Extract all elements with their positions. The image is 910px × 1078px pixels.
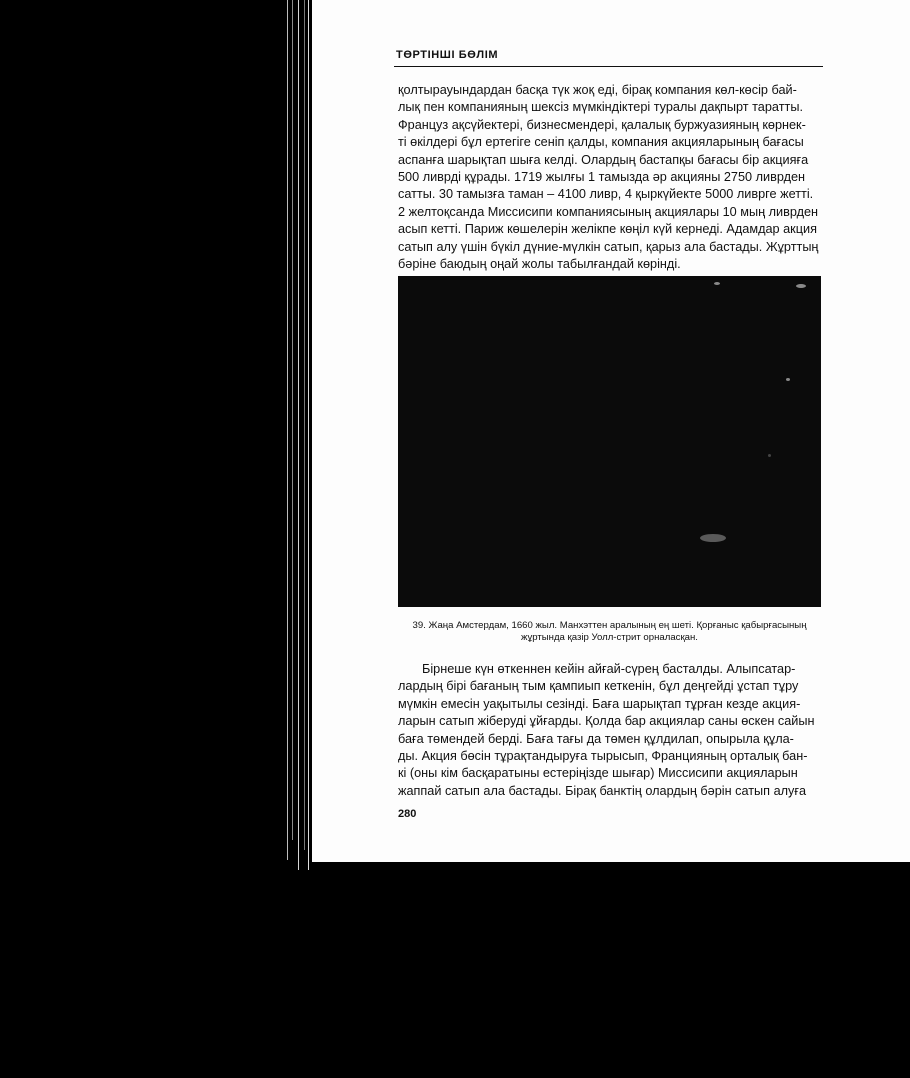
- photo-speck: [714, 282, 720, 285]
- text-line: бәріне баюдың оңай жолы табылғандай көрінді.: [398, 257, 681, 272]
- text-line: асып кетті. Париж көшелерін желікпе көңіл күй кернеді. Адамдар акция: [398, 222, 817, 237]
- text-line: 500 ливрді құрады. 1719 жылғы 1 тамызда әр акцияны 2750 ливрден: [398, 170, 806, 185]
- figure-caption: [398, 620, 821, 643]
- section-header: ТӨРТІНШІ БӨЛІМ: [396, 49, 499, 61]
- scan-edge-line: [287, 0, 288, 860]
- text-line: ті өкілдері бұл ертегіге сеніп қалды, компания акцияларының бағасы: [398, 135, 804, 150]
- photo-speck: [700, 534, 726, 542]
- text-line: сатты. 30 тамызға таман – 4100 ливр, 4 қыркүйекте 5000 ливрге жетті.: [398, 187, 814, 202]
- scan-edge-line: [304, 0, 305, 850]
- text-line: лық пен компанияның шексіз мүмкіндіктері туралы дақпырт таратты.: [398, 100, 803, 115]
- text-line: қолтырауындардан басқа түк жоқ еді, бірақ компания көл-көсір бай-: [398, 83, 797, 97]
- text-line: сатып алу үшін бүкіл дүние-мүлкін сатып, қарыз ала бастады. Жұрттың: [398, 239, 819, 254]
- photo-speck: [768, 454, 771, 457]
- book-page: [312, 0, 910, 867]
- text-line: лардың бірі бағаның тым қампиып кеткенін, бұл деңгейді ұстап тұру: [398, 679, 799, 694]
- paragraph-bottom: [398, 661, 815, 800]
- caption-line: 39. Жаңа Амстердам, 1660 жыл. Манхэттен аралының ең шеті. Қорғаныс қабырғасының: [412, 620, 807, 631]
- figure-photo: [398, 276, 821, 607]
- paragraph-top: [398, 82, 818, 273]
- text-line: мүмкін емесін уақытылы сезінді. Баға шарықтап тұрған кезде акция-: [398, 696, 801, 711]
- text-line: Бірнеше күн өткеннен кейін айғай-сүрең басталды. Алыпсатар-: [422, 662, 796, 676]
- text-line: баға төмендей берді. Баға тағы да төмен құлдилап, опырыла құла-: [398, 731, 794, 746]
- scan-dark-margin: [0, 0, 312, 880]
- scan-edge-line: [298, 0, 299, 870]
- text-line: ларын сатып жіберуді ұйғарды. Қолда бар акциялар саны өскен сайын: [398, 714, 815, 729]
- scan-edge-line: [308, 0, 309, 870]
- scan-edge-line: [292, 0, 293, 840]
- text-line: аспанға шарықтап шыға келді. Олардың бастапқы бағасы бір акцияға: [398, 152, 809, 167]
- text-line: ды. Акция бөсін тұрақтандыруға тырысып, Францияның орталық бан-: [398, 749, 808, 764]
- text-line: Француз ақсүйектері, бизнесмендері, қалалық буржуазияның көрнек-: [398, 117, 806, 132]
- text-line: 2 желтоқсанда Миссисипи компаниясының акциялары 10 мың ливрден: [398, 204, 819, 219]
- header-rule: [394, 66, 823, 67]
- photo-speck: [796, 284, 806, 288]
- photo-speck: [786, 378, 790, 381]
- page-bottom-shadow: [312, 862, 910, 880]
- text-line: жаппай сатып ала бастады. Бірақ банктің олардың бәрін сатып алуға: [398, 783, 807, 798]
- text-line: кі (оны кім басқаратыны естеріңізде шығар) Миссисипи акцияларын: [398, 766, 798, 781]
- page-number: 280: [398, 808, 417, 820]
- caption-line: жұртында қазір Уолл-стрит орналасқан.: [521, 631, 698, 643]
